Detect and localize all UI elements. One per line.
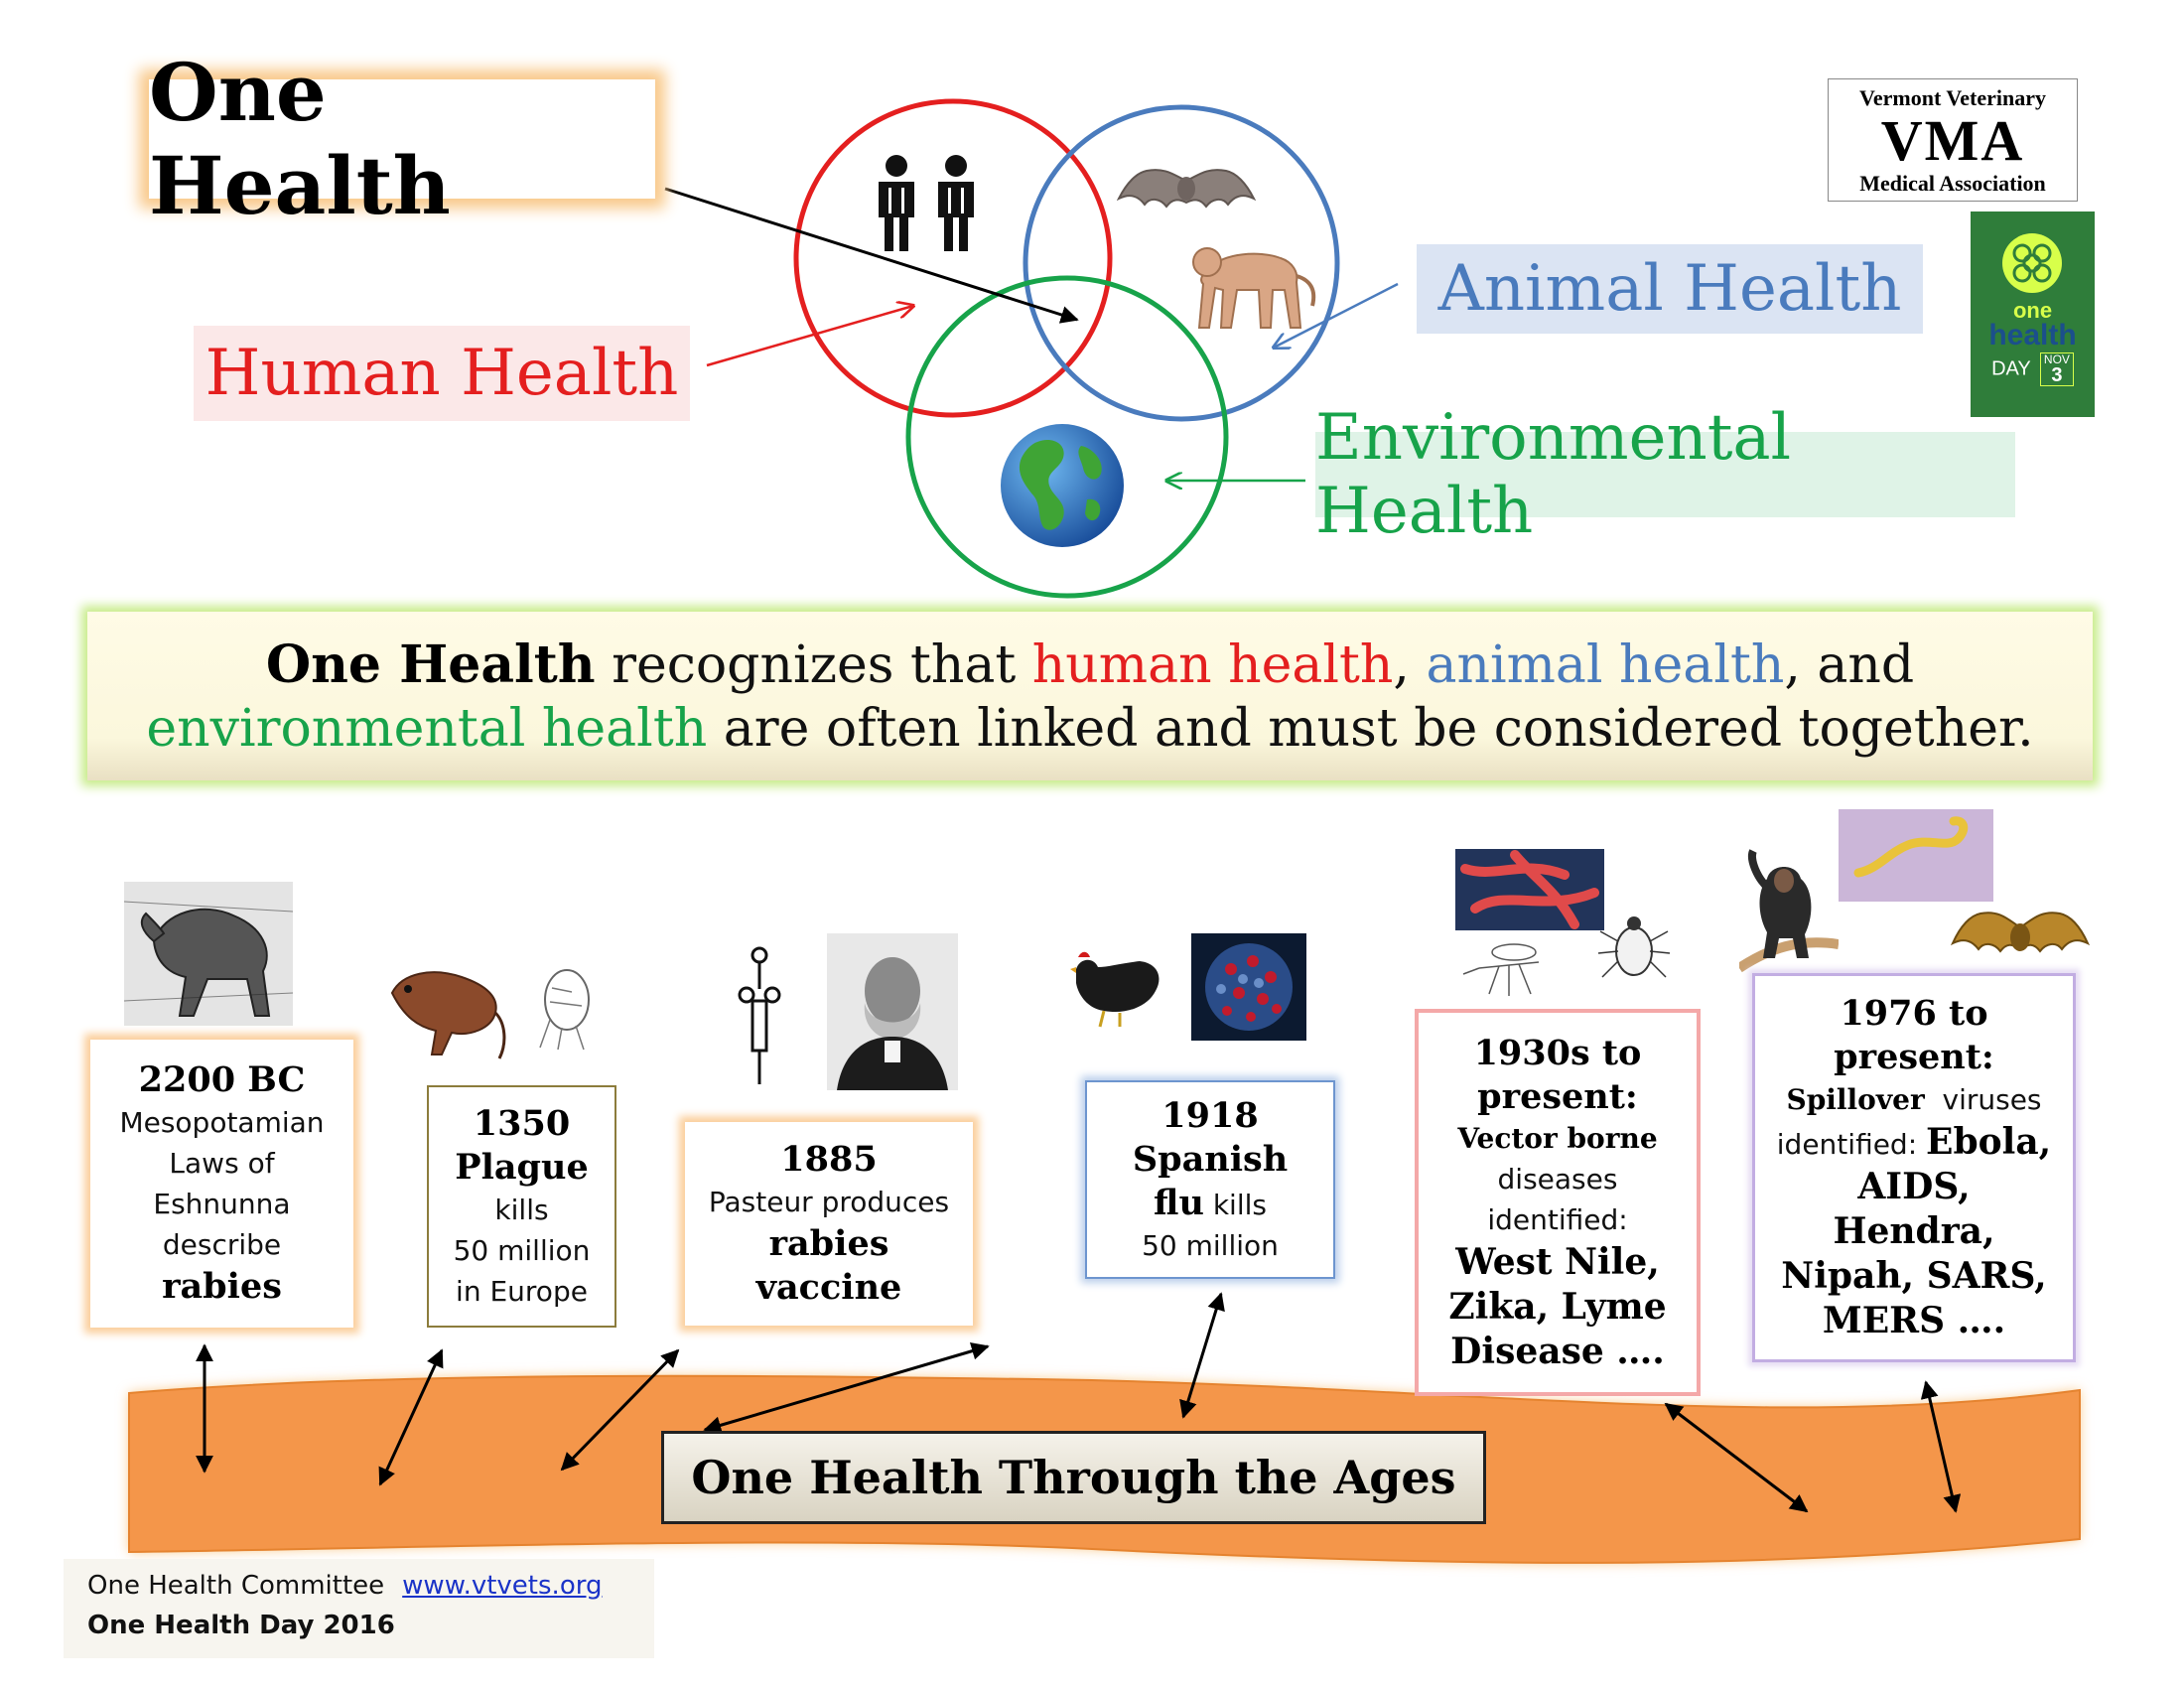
ohd-health: health (1988, 319, 2077, 352)
timeline-box-1918: 1918 Spanish flu kills 50 million (1085, 1080, 1335, 1279)
timeline-box-1350: 1350 Plague kills 50 million in Europe (427, 1085, 616, 1328)
human-arrow (707, 306, 913, 365)
timeline-year: 1930s to (1473, 1032, 1642, 1073)
monkey-icon (1181, 228, 1320, 338)
page-title: One Health (149, 46, 451, 232)
ohd-day: DAY NOV 3 (1971, 352, 2095, 386)
footer-line-1 (87, 1571, 602, 1601)
ohd-month: NOV (2043, 352, 2070, 366)
bat-icon-2 (1951, 902, 2090, 981)
animal-health-label: Animal Health (1417, 244, 1923, 334)
earth-icon (998, 422, 1127, 549)
timeline-year: 1885 (780, 1139, 878, 1180)
environmental-health-label: Environmental Health (1315, 432, 2015, 517)
pasteur-portrait (827, 933, 958, 1090)
ohd-date: 3 (2051, 364, 2063, 386)
one-health-day-emblem-icon (2000, 231, 2065, 296)
timeline-box-2200bc: 2200 BC Mesopotamian Laws of Eshnunna describe rabies (90, 1040, 353, 1328)
website-link[interactable]: www.vtvets.org (402, 1571, 603, 1601)
vvma-logo-bottom: Medical Association (1859, 171, 2046, 196)
human-health-label: Human Health (194, 326, 690, 421)
timeline-year: 1350 (473, 1102, 571, 1144)
ohd-one: one (2012, 298, 2053, 323)
timeline-box-1885: 1885 Pasteur produces rabies vaccine (685, 1122, 973, 1326)
rabid-dog-icon (124, 882, 293, 1026)
vvma-logo-top: Vermont Veterinary (1859, 85, 2046, 110)
tick-icon (1596, 906, 1671, 990)
vvma-logo (1828, 78, 2078, 202)
people-icon (869, 154, 988, 253)
title-box (149, 46, 655, 232)
vvma-logo-mid: VMA (1880, 108, 2025, 173)
timeline-year: 1918 (1161, 1094, 1259, 1136)
one-health-day-logo (1971, 211, 2095, 417)
syringe-icon (735, 945, 784, 1089)
virus-icon (1191, 933, 1306, 1041)
committee-name: One Health Committee (87, 1571, 385, 1601)
timeline-title: One Health Through the Ages (661, 1431, 1486, 1524)
footer (64, 1559, 654, 1658)
rat-icon (382, 953, 511, 1062)
definition-banner (87, 612, 2093, 780)
definition-text: One Health recognizes that human health, animal health, and environmental health are often linked and must be considered together. (146, 634, 2034, 759)
ebola-virus-image (1839, 809, 1993, 902)
footer-day: One Health Day 2016 (87, 1611, 395, 1640)
flea-icon (532, 958, 602, 1053)
chimpanzee-icon (1739, 849, 1839, 978)
timeline-year: 1976 to (1840, 993, 1988, 1034)
bat-icon (1117, 159, 1256, 228)
timeline-box-1976: 1976 to present: Spillover viruses identified: Ebola, AIDS, Hendra, Nipah, SARS, MERS …. (1752, 973, 2076, 1362)
bacteria-image (1455, 849, 1604, 930)
chicken-icon (1060, 943, 1164, 1028)
timeline-box-1930s: 1930s to present: Vector borne diseases identified: West Nile, Zika, Lyme Disease …. (1415, 1009, 1701, 1396)
mosquito-icon (1459, 938, 1559, 998)
timeline-year: 2200 BC (138, 1059, 306, 1100)
